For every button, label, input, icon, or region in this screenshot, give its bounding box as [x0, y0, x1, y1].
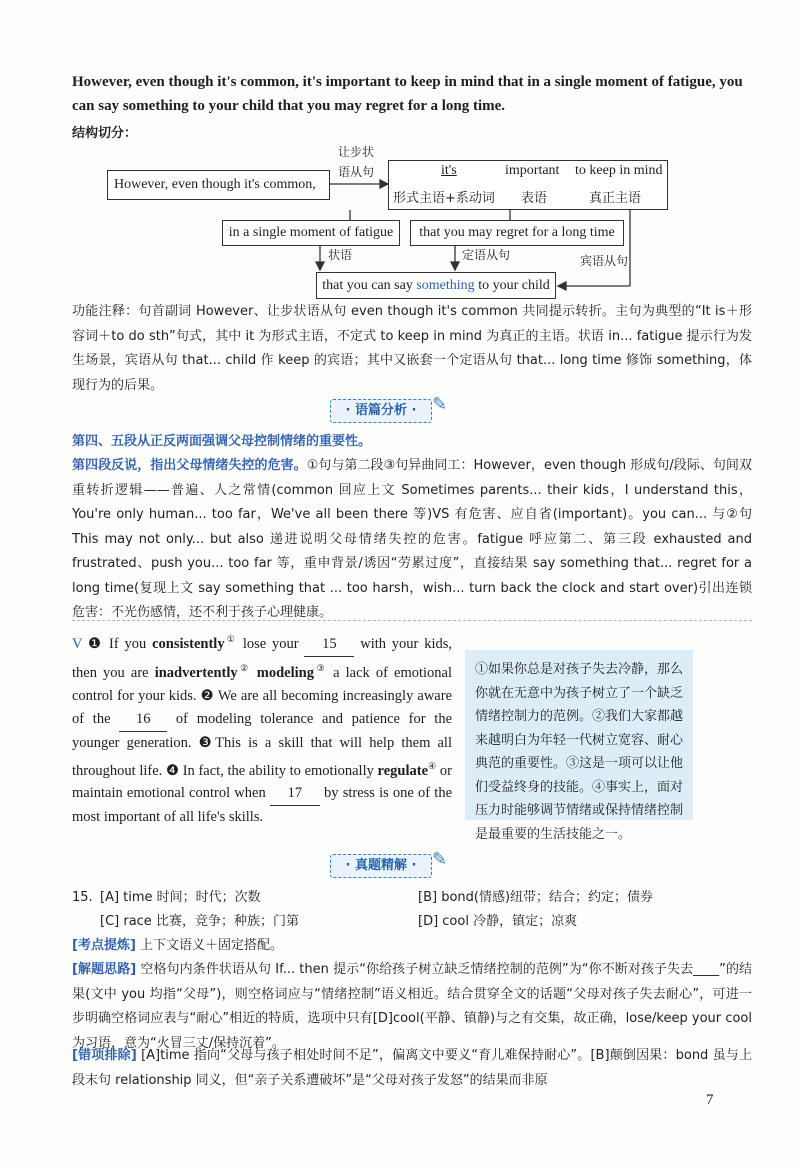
- p5-s4c: by stress is one of the most important of all life's skills.: [72, 785, 452, 826]
- feather-icon-2: ✎: [432, 849, 448, 870]
- p5-s2b: of modeling tolerance and patience for the younger generation.: [72, 710, 453, 751]
- paichu-tag: [错项排除]: [72, 1048, 137, 1063]
- wrong-option-exclusion: [72, 1044, 752, 1093]
- q15-option-d: [D] cool 冷静，镇定；凉爽: [418, 914, 578, 929]
- sup-1: ①: [224, 634, 238, 644]
- silu-tag: [解题思路]: [72, 962, 137, 977]
- blank-17: 17: [270, 782, 320, 806]
- analysis-body: ①句与第二段③句异曲同工：However，even though 形成句/段际、句间双重转折逻辑——普遍、人之常情(common 回应上文 Sometimes parents... their kids，I understand this，You're only human... too far，We've all been there 等)VS 有危害、应自省(important)。you can... 与②句 This may not only... but also 递进说明父母情绪失控的危害。fatigue 呼应第二、第三段 exhausted and frustrated、push you... too far 等，重申背景/诱因“劳累过度”，直接结果 say something that... regret for a long time(复现上文 say something that ... too harsh，wish... turn back the clock and start over)引出连锁危害：不光伤感情，还不利于孩子心理健康。: [72, 458, 752, 620]
- its-word: it's: [441, 163, 457, 178]
- concessive-label-line1: 让步状: [338, 145, 375, 159]
- translation-box: [465, 650, 693, 842]
- p5-s3: This is a skill that will help them all throughout life.: [72, 734, 452, 779]
- paichu-text: [A]time 指向“父母与孩子相处时间不足”，偏离文中要义“育儿难保持耐心”。[B]颠倒因果：bond 虽与上段末句 relationship 同义，但“亲子关系遭破坏”是“父母对孩子发怒”的结果而非原: [72, 1048, 752, 1088]
- word-regulate: regulate: [377, 762, 429, 779]
- function-note: 功能注释：句首副词 However、让步状语从句 even though it's common 共同提示转折。主句为典型的“It is＋形容词＋to do sth”句式，其中 it 为形式主语，不定式 to keep in mind 为真正的主语。状语 in... fatigue 提示行为发生场景，宾语从句 that... child 作 keep 的宾语；其中又嵌套一个定语从句 that... long time 修饰 something，体现行为的后果。: [72, 304, 752, 393]
- analysis-heading1: 第四、五段从正反两面强调父母控制情绪的重要性。: [72, 434, 372, 449]
- attributive-label: 定语从句: [462, 248, 511, 262]
- blank-16: 16: [119, 708, 167, 732]
- adverbial-label: 状语: [328, 248, 353, 262]
- sup-4: ④: [428, 760, 437, 771]
- page-number: 7: [706, 1092, 714, 1108]
- marker-4: ❹: [165, 762, 180, 779]
- analysis-heading2: 第四段反说，指出父母情绪失控的危害。: [72, 458, 307, 473]
- object-label: 宾语从句: [580, 254, 629, 268]
- sup-3: ③: [313, 662, 327, 673]
- section2-title: · 真题精解 ·: [345, 858, 417, 873]
- bottom-post: to your child: [474, 278, 550, 293]
- bottom-something: something: [416, 278, 475, 293]
- main-clause-box: However, even though it's common,: [107, 170, 330, 200]
- silu-text: 空格句内条件状语从句 If... then 提示“你给孩子树立缺乏情绪控制的范例”为“你不断对孩子失去____”的结果(文中 you 均指“父母”)，则空格词应与“情绪控制”语义相近。结合贯穿全文的话题“父母对孩子失去耐心”，可进一步明确空格词应表与“耐心”相近的特质，选项中只有[D]cool(平静、镇静)与之有交集，故正确，lose/keep your cool 为习语，意为“火冒三丈/保持沉着”。: [72, 962, 753, 1051]
- p5-s2a: We are all becoming increasingly aware of the: [72, 687, 453, 727]
- important-word: important: [505, 163, 560, 178]
- formal-subject-label: 形式主语+系动词: [393, 191, 495, 206]
- kaodian-text: 上下文语义＋固定搭配。: [135, 938, 284, 953]
- marker-1: ❶: [88, 635, 104, 652]
- sup-2: ②: [237, 662, 251, 673]
- p5-s1b: lose your: [237, 635, 305, 652]
- section-discourse-analysis: [330, 399, 432, 423]
- concessive-label-line2: 语从句: [338, 165, 375, 179]
- kaodian-tag: [考点提炼]: [72, 938, 136, 953]
- object-clause-box: [316, 272, 556, 299]
- kaodian: [72, 934, 752, 959]
- feather-icon: ✎: [432, 394, 448, 415]
- intro-sentence: However, even though it's common, it's important to keep in mind that in a single moment of fatigue, you can say something to your child that you may regret for a long time.: [72, 74, 743, 114]
- to-keep-phrase: to keep in mind: [575, 163, 663, 178]
- translation-text: ①如果你总是对孩子失去冷静，那么你就在无意中为孩子树立了一个缺乏情绪控制力的范例。②我们大家都越来越明白为年轻一代树立宽容、耐心典范的重要性。③这是一项可以让他们受益终身的技能。④事实上，面对压力时能够调节情绪或保持情绪控制是最重要的生活技能之一。: [475, 662, 684, 842]
- p5-s1c: with your kids, then you are: [72, 635, 452, 681]
- regret-box: that you may regret for a long time: [410, 220, 624, 246]
- divider: [72, 620, 752, 621]
- predicative-label: 表语: [521, 191, 548, 206]
- main-structure-box: [388, 160, 668, 210]
- q15-option-b: [B] bond(情感)纽带；结合；约定；债券: [418, 890, 654, 905]
- bottom-pre: that you can say: [322, 278, 417, 293]
- p5-s4a: In fact, the ability to emotionally: [179, 762, 378, 779]
- roman-numeral: V: [72, 635, 83, 652]
- solution-approach: [72, 958, 752, 1056]
- diagram-lines: [0, 0, 800, 300]
- section1-title: · 语篇分析 ·: [345, 403, 417, 418]
- marker-2: ❷: [200, 687, 215, 704]
- real-subject-label: 真正主语: [589, 191, 642, 206]
- blank-15: 15: [304, 633, 354, 657]
- p5-s1d: a lack of emotional control for your kids.: [72, 664, 453, 704]
- structure-label: 结构切分：: [72, 126, 138, 141]
- q15-option-c: [C] race 比赛，竞争；种族；门第: [100, 914, 299, 929]
- p5-s4b: or maintain emotional control when: [72, 762, 452, 802]
- p5-s1a: If you: [109, 635, 153, 652]
- q15-option-a: [A] time 时间；时代；次数: [100, 890, 261, 905]
- word-inadvertently: inadvertently: [154, 664, 238, 681]
- marker-3: ❸: [198, 734, 216, 751]
- section-exam-explanation: [330, 854, 432, 878]
- analysis-block: [72, 454, 752, 626]
- question-15: [72, 886, 752, 934]
- fatigue-box: in a single moment of fatigue: [222, 220, 400, 246]
- paragraph-five: [72, 628, 452, 829]
- word-consistently: consistently: [152, 635, 225, 652]
- word-modeling: modeling: [256, 664, 314, 681]
- q15-number: 15.: [72, 890, 93, 905]
